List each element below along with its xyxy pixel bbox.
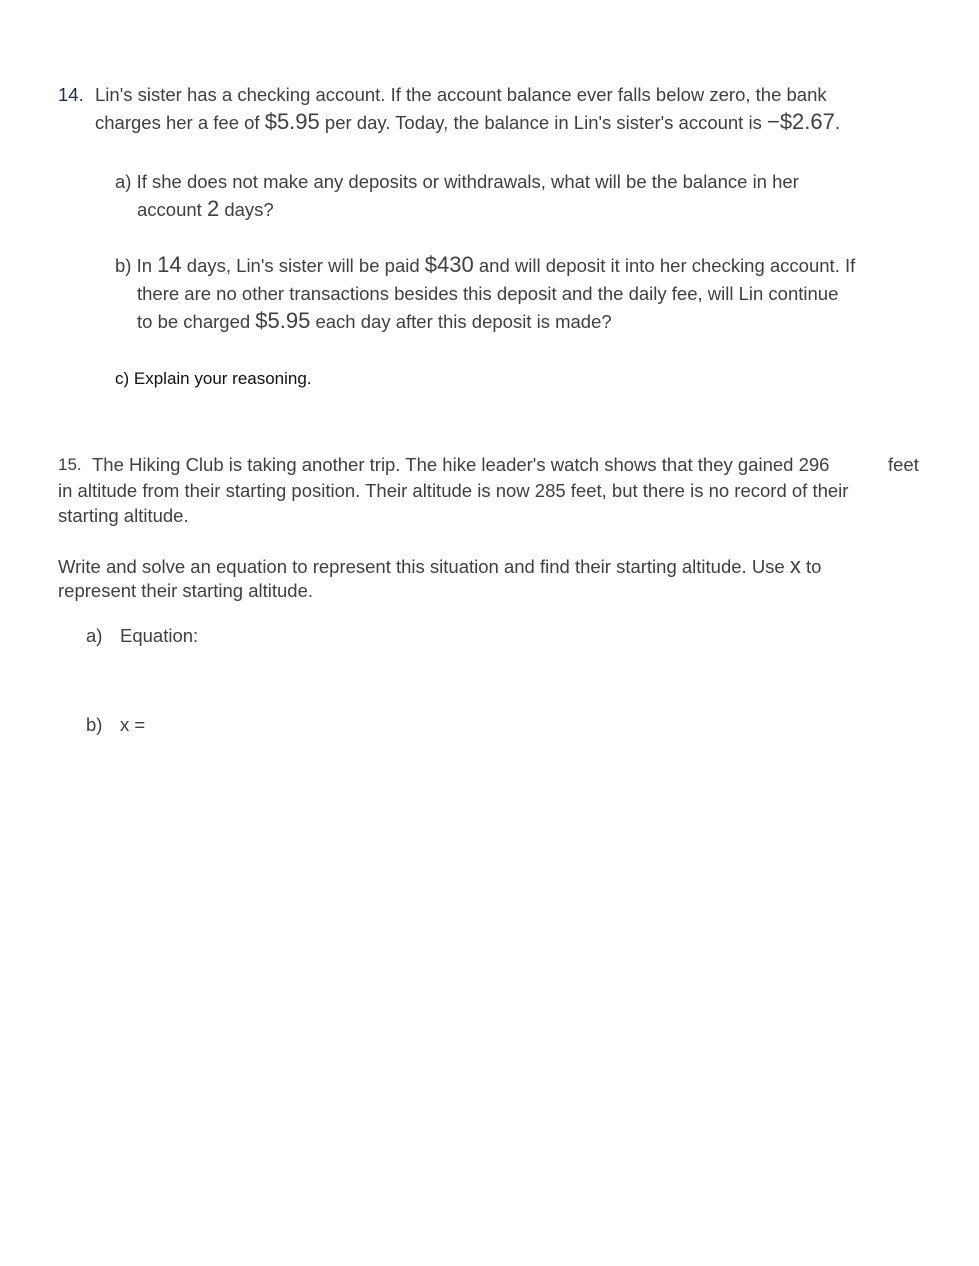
part-a-text-line2: [137, 196, 274, 222]
text-fragment: charges her a fee of: [95, 112, 265, 133]
question-text-line: [95, 109, 840, 135]
text-fragment: to: [800, 556, 822, 577]
question-text-line: The Hiking Club is taking another trip. The hike leader's watch shows that they gained 296: [92, 454, 830, 475]
pay-amount: $430: [424, 252, 474, 277]
unit-feet: feet: [888, 454, 919, 475]
instruction-line: represent their starting altitude.: [58, 580, 314, 601]
question-text-line: Lin's sister has a checking account. If the account balance ever falls below zero, the bank: [95, 84, 827, 105]
question-number: 14.: [58, 84, 84, 105]
fee-amount: $5.95: [264, 109, 320, 134]
text-fragment: and will deposit it into her checking account. If: [473, 255, 856, 276]
text-fragment: days, Lin's sister will be paid: [181, 255, 425, 276]
text-fragment: Write and solve an equation to represent this situation and find their starting altitude. Use: [58, 556, 790, 577]
text-fragment: days?: [219, 199, 274, 220]
question-number: 15.: [58, 455, 82, 474]
days-value: 14: [157, 252, 182, 277]
balance-amount: −$2.67: [766, 109, 835, 134]
text-fragment: to be charged: [137, 311, 256, 332]
question-text-line: starting altitude.: [58, 505, 189, 526]
part-c-text: c) Explain your reasoning.: [115, 369, 312, 388]
text-fragment: per day. Today, the balance in Lin's sister's account is: [319, 112, 767, 133]
part-b-label: b): [86, 714, 103, 735]
variable-x: x: [789, 553, 801, 578]
text-fragment: account: [137, 199, 207, 220]
days-value: 2: [206, 196, 220, 221]
text-fragment: each day after this deposit is made?: [310, 311, 612, 332]
fee-amount: $5.95: [255, 308, 311, 333]
equation-label: Equation:: [120, 625, 199, 646]
part-b-text-line3: [137, 308, 612, 334]
text-fragment: b) In: [115, 255, 158, 276]
instruction-line: [58, 553, 821, 579]
part-b-text-line2: there are no other transactions besides this deposit and the daily fee, will Lin continue: [137, 283, 839, 304]
part-a-text: a) If she does not make any deposits or withdrawals, what will be the balance in her: [115, 171, 799, 192]
question-text-line: in altitude from their starting position. Their altitude is now 285 feet, but there is no record of their: [58, 480, 849, 501]
solution-label: x =: [120, 714, 146, 735]
part-b-text-line1: [115, 252, 855, 278]
text-fragment: .: [834, 112, 841, 133]
part-a-label: a): [86, 625, 103, 646]
